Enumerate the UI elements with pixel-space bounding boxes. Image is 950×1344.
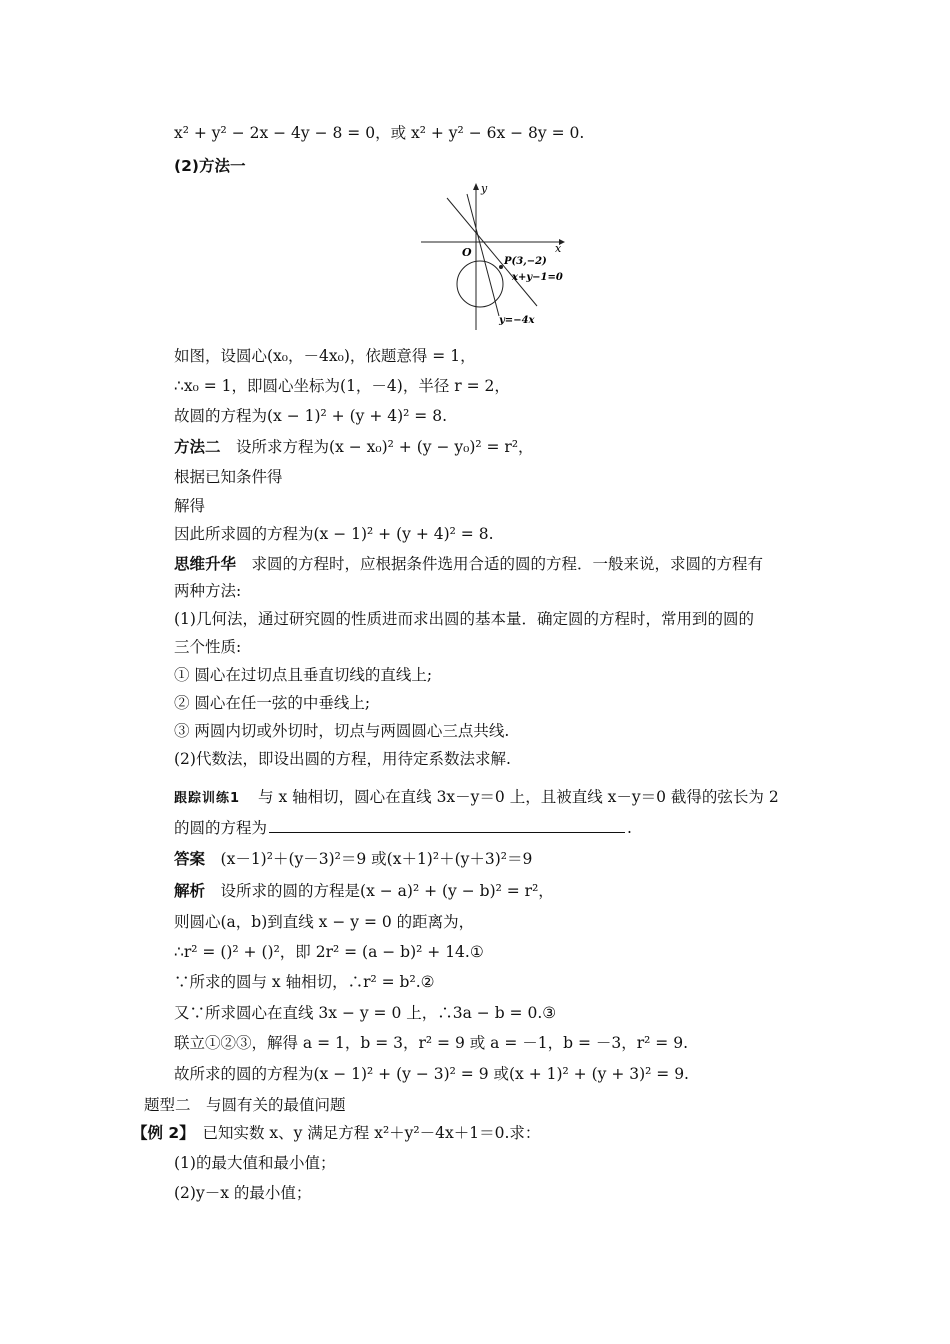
equation-result: x² + y² − 2x − 4y − 8 = 0，或 x² + y² − 6x − 8y = 0. bbox=[174, 124, 585, 142]
answer-heading: 答案 bbox=[174, 850, 206, 868]
example-question-2: (2)y－x 的最小值； bbox=[174, 1184, 312, 1202]
x-axis-label: x bbox=[555, 242, 562, 255]
section-title: 题型二 与圆有关的最值问题 bbox=[144, 1096, 346, 1114]
property-3: ③ 两圆内切或外切时，切点与两圆圆心三点共线. bbox=[174, 722, 510, 740]
point-p-dot bbox=[499, 265, 503, 269]
y-axis-arrow-icon bbox=[473, 183, 479, 190]
y-axis-label: y bbox=[481, 182, 488, 195]
point-p-label: P(3,−2) bbox=[504, 256, 547, 267]
summary-line bbox=[174, 553, 763, 575]
line-y-neg4x-label: y=−4x bbox=[499, 315, 535, 326]
method-two-text: 设所求方程为(x − x₀)² + (y − y₀)² = r²， bbox=[236, 438, 534, 456]
summary-text-2: 两种方法: bbox=[174, 582, 242, 600]
property-2: ② 圆心在任一弦的中垂线上; bbox=[174, 694, 371, 712]
analysis-heading: 解析 bbox=[174, 882, 206, 900]
example-tag: 【例 2】 bbox=[132, 1124, 195, 1142]
exercise-line bbox=[174, 786, 779, 810]
analysis-step5: 联立①②③，解得 a = 1，b = 3，r² = 9 或 a = －1，b = －3，r² = 9. bbox=[174, 1034, 688, 1052]
exercise-end: . bbox=[627, 819, 632, 837]
method-two-heading: 方法二 bbox=[174, 438, 221, 456]
exercise-tag: 跟踪训练1 bbox=[174, 791, 241, 806]
answer-text: (x－1)²＋(y－3)²＝9 或(x＋1)²＋(y＋3)²＝9 bbox=[220, 850, 533, 868]
example-text: 已知实数 x、y 满足方程 x²＋y²－4x＋1＝0.求： bbox=[202, 1124, 541, 1142]
example-line bbox=[132, 1122, 540, 1144]
geometry-method: (1)几何法，通过研究圆的性质进而求出圆的基本量．确定圆的方程时，常用到的圆的 bbox=[174, 610, 754, 628]
method-two-step1: 根据已知条件得 bbox=[174, 468, 283, 486]
analysis-text: 设所求的圆的方程是(x − a)² + (y − b)² = r²， bbox=[220, 882, 554, 900]
method-one-result: 故圆的方程为(x − 1)² + (y + 4)² = 8. bbox=[174, 407, 447, 425]
circle-shape bbox=[457, 261, 503, 307]
example-question-1: (1)的最大值和最小值； bbox=[174, 1154, 336, 1172]
answer-line bbox=[174, 848, 532, 870]
exercise-text-2: 的圆的方程为 bbox=[174, 819, 268, 837]
analysis-result: 故所求的圆的方程为(x − 1)² + (y − 3)² = 9 或(x + 1)² + (y + 3)² = 9. bbox=[174, 1065, 689, 1083]
geometry-method-2: 三个性质: bbox=[174, 638, 242, 656]
analysis-step1: 则圆心(a，b)到直线 x − y = 0 的距离为， bbox=[174, 913, 475, 931]
analysis-step2: ∴r² = ()² + ()²，即 2r² = (a − b)² + 14.① bbox=[174, 943, 484, 961]
origin-label: O bbox=[462, 246, 472, 259]
method-two-step2: 解得 bbox=[174, 497, 206, 515]
analysis-step3: ∵所求的圆与 x 轴相切，∴r² = b².② bbox=[174, 973, 435, 991]
method-one-step2: ∴x₀ = 1，即圆心坐标为(1，－4)，半径 r = 2， bbox=[174, 377, 510, 395]
analysis-step4: 又∵所求圆心在直线 3x − y = 0 上，∴3a − b = 0.③ bbox=[174, 1004, 557, 1022]
summary-text: 求圆的方程时，应根据条件选用合适的圆的方程．一般来说，求圆的方程有 bbox=[251, 555, 764, 573]
analysis-line bbox=[174, 880, 554, 902]
circle-tangent-figure bbox=[419, 180, 569, 332]
algebra-method: (2)代数法，即设出圆的方程，用待定系数法求解. bbox=[174, 750, 511, 768]
method-one-step1: 如图，设圆心(x₀，－4x₀)，依题意得 = 1， bbox=[174, 347, 476, 365]
method-one-heading: (2)方法一 bbox=[174, 157, 246, 175]
exercise-line-2 bbox=[174, 816, 632, 839]
method-two-line bbox=[174, 436, 534, 458]
property-1: ① 圆心在过切点且垂直切线的直线上; bbox=[174, 666, 433, 684]
answer-blank bbox=[269, 816, 625, 833]
method-two-result: 因此所求圆的方程为(x − 1)² + (y + 4)² = 8. bbox=[174, 525, 494, 543]
summary-heading: 思维升华 bbox=[174, 555, 237, 573]
exercise-text: 与 x 轴相切，圆心在直线 3x－y＝0 上，且被直线 x－y＝0 截得的弦长为 2 bbox=[258, 788, 779, 806]
tangent-line-label: x+y−1=0 bbox=[512, 272, 563, 283]
